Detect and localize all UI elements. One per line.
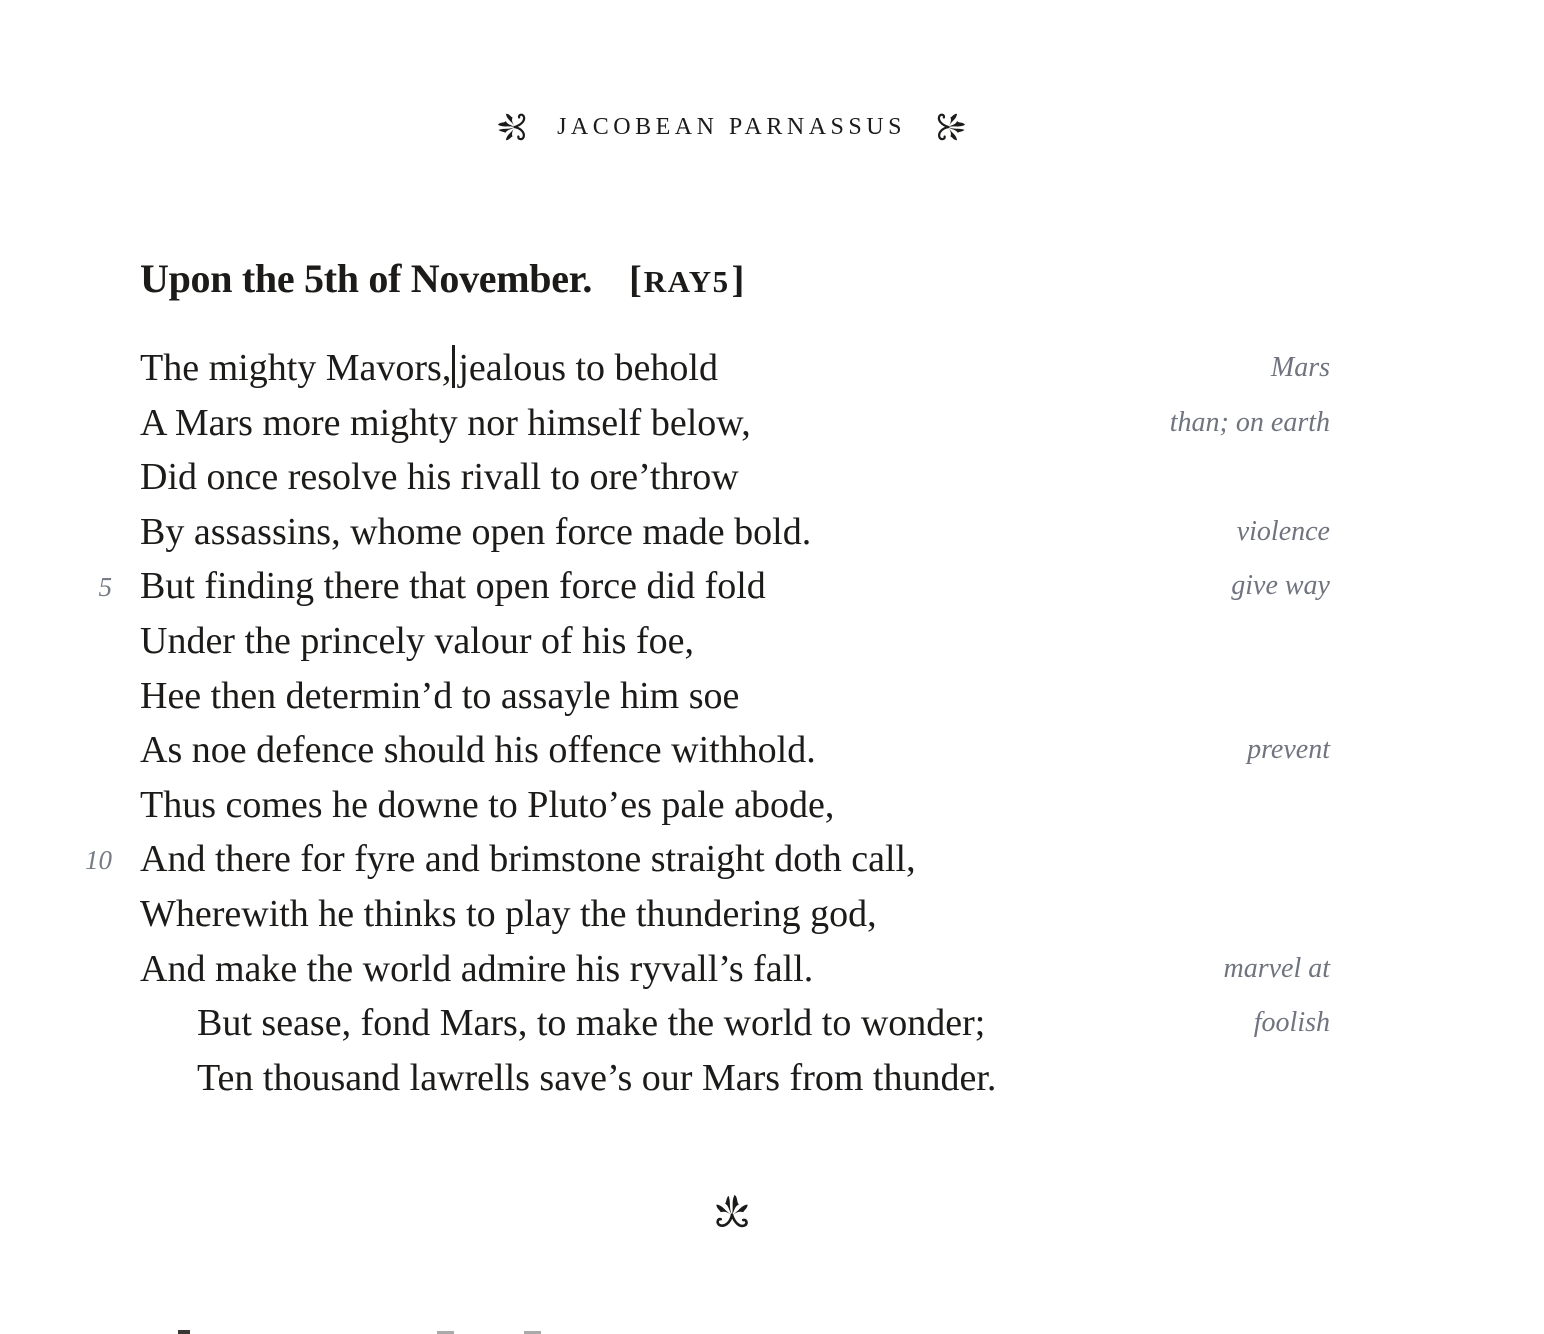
poem-line-text[interactable]: As noe defence should his offence withhold.	[140, 729, 816, 772]
poem-title-text: Upon the 5th of November.	[140, 255, 593, 301]
line-number: 5	[98, 572, 112, 603]
poem-line-text[interactable]: The mighty Mavors, jealous to behold	[140, 347, 718, 389]
poem-reference: [RAY5]	[629, 258, 745, 301]
poem-line-text[interactable]: Ten thousand lawrells save’s our Mars from thunder.	[197, 1056, 997, 1099]
margin-gloss: marvel at	[1223, 952, 1330, 984]
poem-line	[140, 341, 1330, 396]
margin-gloss: violence	[1236, 515, 1330, 547]
poem-line	[85, 832, 1330, 887]
poem-line	[140, 723, 1330, 778]
poem-line	[140, 887, 1330, 942]
margin-gloss: prevent	[1247, 734, 1330, 766]
text-cursor	[452, 345, 455, 388]
poem-line-text[interactable]: Hee then determin’d to assayle him soe	[140, 674, 740, 717]
running-head	[0, 104, 1463, 150]
poem-line-text[interactable]: But sease, fond Mars, to make the world to wonder;	[197, 1002, 986, 1045]
poem-line	[140, 778, 1330, 833]
poem-line	[98, 559, 1330, 614]
poem-line	[140, 614, 1330, 669]
poem-line-text[interactable]: But finding there that open force did fold	[140, 565, 766, 608]
poem-line-text[interactable]: By assassins, whome open force made bold.	[140, 510, 812, 553]
margin-gloss: give way	[1231, 570, 1330, 602]
poem-line	[140, 450, 1330, 505]
margin-gloss: Mars	[1270, 352, 1330, 383]
line-number: 10	[85, 845, 112, 876]
fleuron-ornament-icon	[492, 104, 536, 150]
poem-line-text[interactable]: And make the world admire his ryvall’s fall.	[140, 947, 814, 990]
poem-line-text[interactable]: Thus comes he downe to Pluto’es pale abode,	[140, 783, 835, 826]
poem-line	[140, 669, 1330, 724]
poem-line-text[interactable]: And there for fyre and brimstone straight doth call,	[140, 838, 916, 881]
poem-line	[140, 996, 1330, 1051]
poem-line-text[interactable]: Wherewith he thinks to play the thundering god,	[140, 892, 877, 935]
cutoff-text-fragment	[178, 1330, 190, 1334]
poem-line-text[interactable]: Under the princely valour of his foe,	[140, 619, 694, 662]
poem-line-text[interactable]: A Mars more mighty nor himself below,	[140, 401, 751, 444]
fleuron-ornament-icon	[927, 104, 971, 150]
running-head-title: JACOBEAN PARNASSUS	[557, 113, 906, 140]
margin-gloss: than; on earth	[1169, 406, 1330, 438]
poem-reference-id: RAY5	[643, 263, 730, 299]
poem-line	[140, 942, 1330, 997]
poem-title	[140, 255, 744, 306]
poem-line	[140, 505, 1330, 560]
section-end-ornament	[0, 1186, 1463, 1242]
poem-line-text[interactable]: Did once resolve his rivall to ore’throw	[140, 456, 739, 499]
poem-line	[140, 1051, 1330, 1106]
poem-line	[140, 396, 1330, 451]
poem-body	[85, 341, 1330, 1105]
fleuron-ornament-icon	[706, 1186, 758, 1242]
margin-gloss: foolish	[1253, 1007, 1330, 1039]
